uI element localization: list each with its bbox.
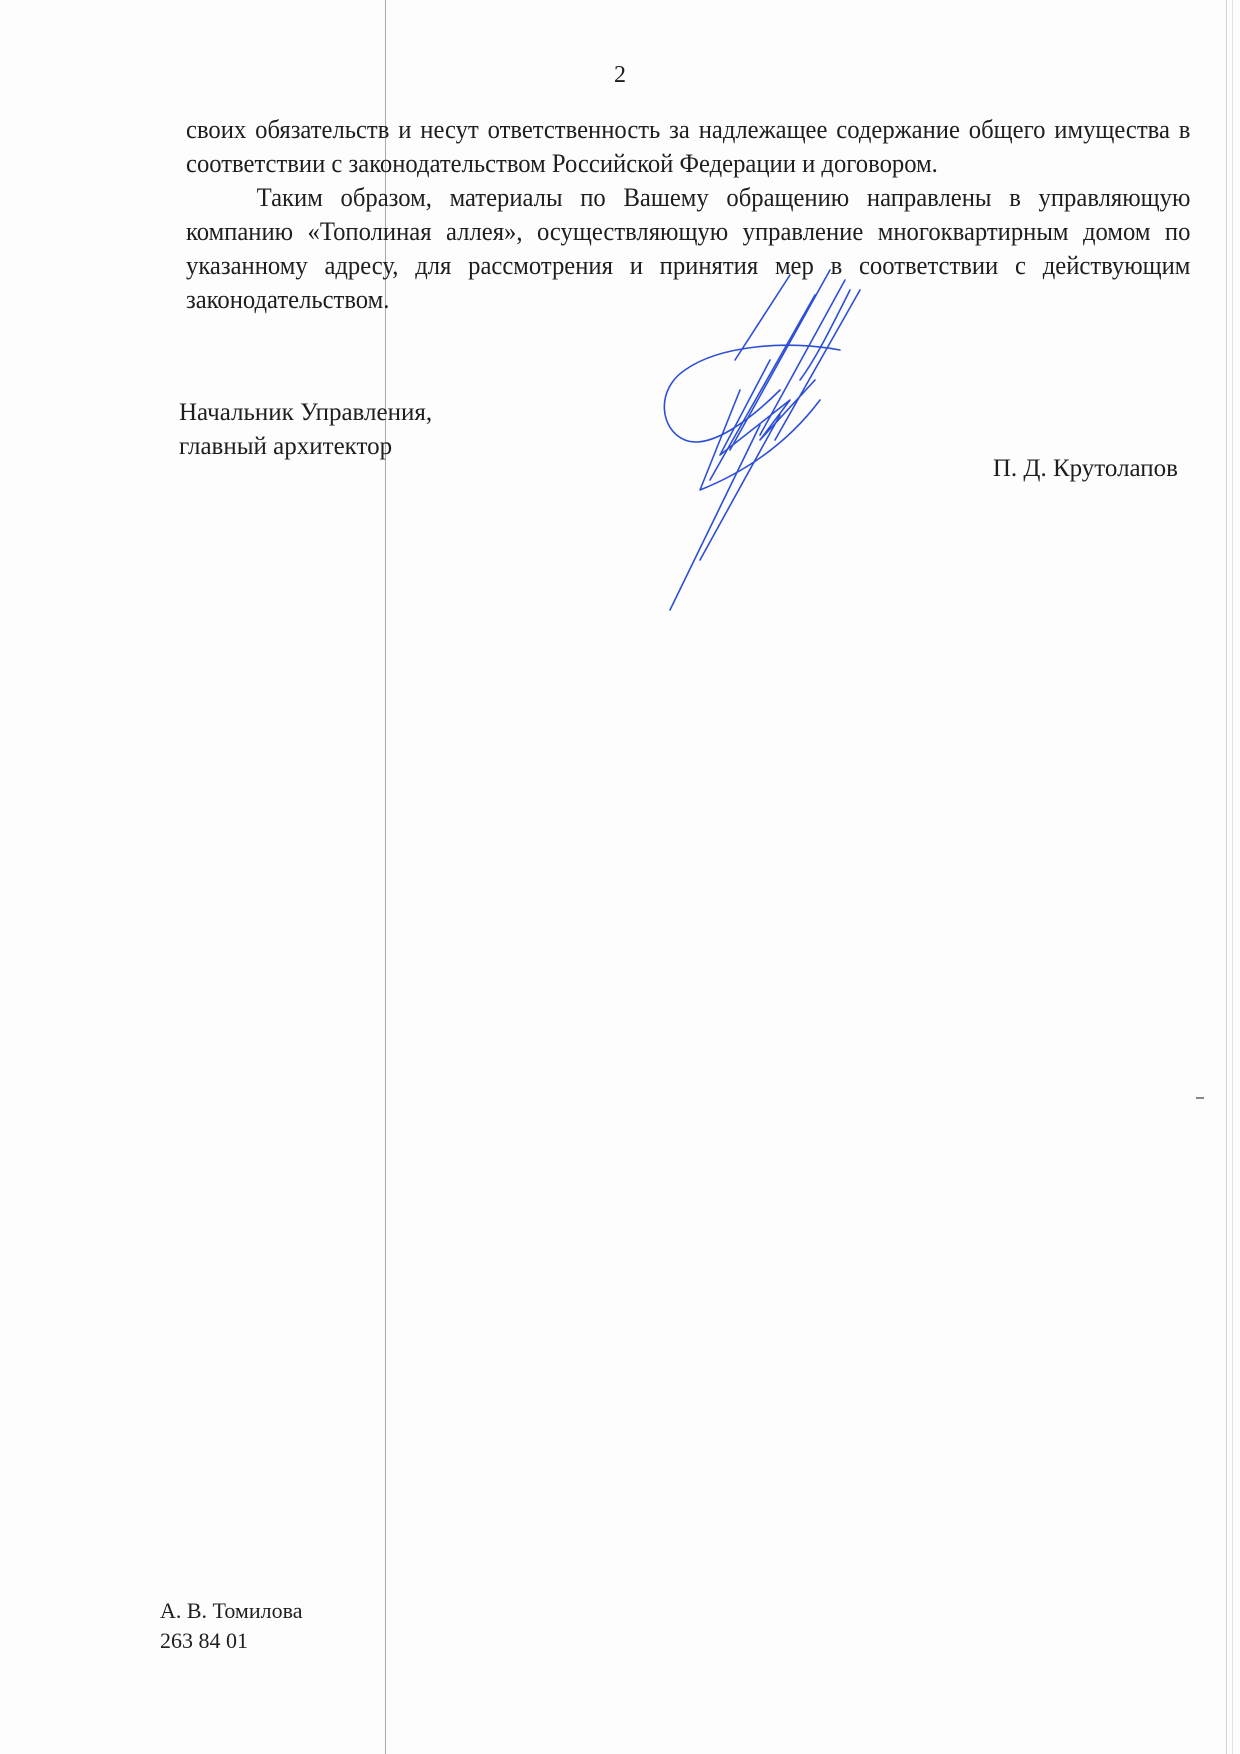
handwritten-signature xyxy=(640,250,960,630)
executor-phone: 263 84 01 xyxy=(160,1628,248,1653)
signer-position-line: Начальник Управления, xyxy=(179,399,433,426)
scan-artifact-line xyxy=(1226,0,1227,1754)
signer-name: П. Д. Крутолапов xyxy=(992,455,1178,482)
signer-position-line: главный архитектор xyxy=(179,433,393,460)
executor-info xyxy=(160,1596,302,1656)
paragraph-conclusion: Таким образом, материалы по Вашему обращению направлены в управляющую компанию «Тополиная аллея», осуществляющую управление многоквартирным домом по указанному адресу, для рассмотрения и принятия мер в соответствии с действующим законодательством. xyxy=(186,182,1191,314)
paragraph-continuation: своих обязательств и несут ответственность за надлежащее содержание общего имущества в соответствии с законодательством Российской Федерации и договором. xyxy=(186,114,1191,178)
scan-artifact-line xyxy=(1232,0,1233,1754)
scan-artifact-dot xyxy=(1196,1097,1204,1099)
executor-name: А. В. Томилова xyxy=(160,1598,303,1623)
page-number: 2 xyxy=(614,62,626,88)
signer-position xyxy=(179,396,432,464)
